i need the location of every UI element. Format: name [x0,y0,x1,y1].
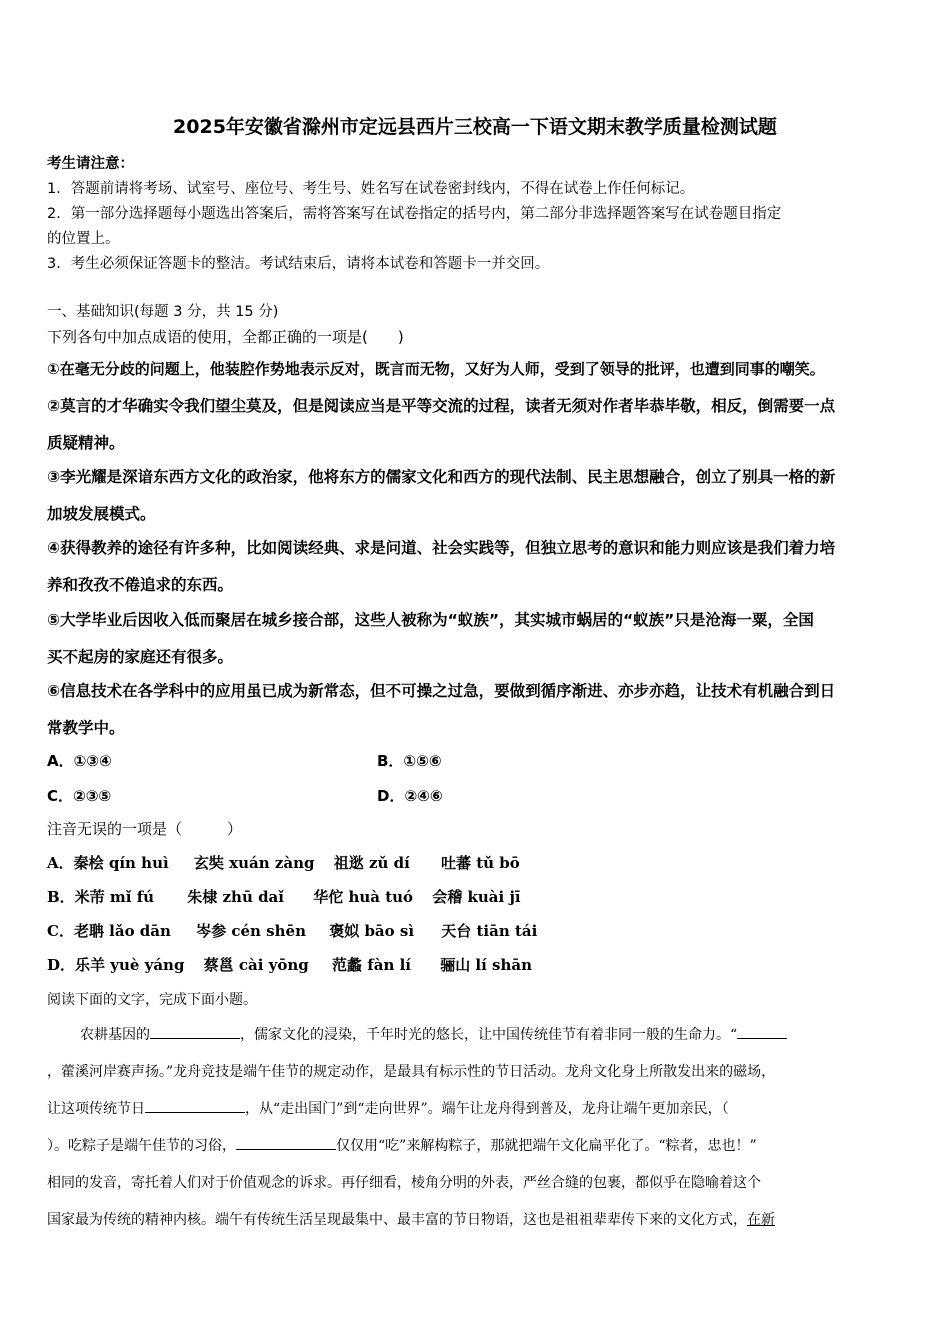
q2-a-item-3: 祖逖 zǔ dí [333,854,410,872]
passage-text: ）。吃粽子是端午佳节的习俗， [47,1138,236,1154]
notice-heading: 考生请注意： [47,156,134,172]
notice-item-2-cont: 的位置上。 [47,231,120,247]
q2-a-item-1: A．秦桧 qín huì [47,854,169,872]
passage-text: 仅仅用“吃”来解构粽子，那就把端午文化扁平化了。“粽者，忠也！” [336,1138,757,1154]
q1-line-3: 质疑精神。 [47,434,125,452]
reading-intro: 阅读下面的文字，完成下面小题。 [47,992,257,1008]
page-title: 2025年安徽省滁州市定远县西片三校高一下语文期末教学质量检测试题 [173,116,777,138]
q1-line-8: ⑤大学毕业后因收入低而聚居在城乡接合部，这些人被称为“蚁族”，其实城市蜗居的“蚁族”只是沧海一粟，全国 [47,611,814,629]
underlined-text: 在新 [747,1212,775,1228]
q2-d-item-3: 范蠡 fàn lí [332,956,411,974]
q2-option-b[interactable] [47,886,521,907]
q2-a-item-4: 吐蕃 tǔ bō [441,854,520,872]
q2-b-item-3: 华佗 huà tuó [313,888,414,906]
passage-line-1 [80,1024,787,1044]
q2-d-item-1: D．乐羊 yuè yáng [47,956,185,974]
notice-item-2: 2．第一部分选择题每小题选出答案后，需将答案写在试卷指定的括号内，第二部分非选择题答案写在试卷题目指定 [47,206,782,222]
blank-4[interactable] [236,1135,336,1150]
q1-option-b[interactable]: B．①⑤⑥ [377,752,442,770]
q1-option-a[interactable]: A．①③④ [47,752,112,770]
passage-line-2 [47,1061,775,1081]
q2-option-a[interactable] [47,852,520,873]
notice-item-1: 1．答题前请将考场、试室号、座位号、考生号、姓名写在试卷密封线内，不得在试卷上作任何标记。 [47,181,695,197]
q1-line-11: 常教学中。 [47,719,125,737]
passage-text: 相同的发音，寄托着人们对于价值观念的诉求。再仔细看，棱角分明的外表，严丝合缝的包裹，都似乎在隐喻着这个 [47,1175,761,1191]
passage-text: 国家最为传统的精神内核。端午有传统生活呈现最集中、最丰富的节日物语，这也是祖祖辈辈传下来的文化方式， [47,1212,747,1228]
q1-option-c[interactable]: C．②③⑤ [47,787,112,805]
q1-line-7: 养和孜孜不倦追求的东西。 [47,576,234,594]
blank-1[interactable] [150,1024,240,1039]
passage-line-4 [47,1135,757,1155]
q1-option-d[interactable]: D．②④⑥ [377,787,443,805]
q2-b-item-4: 会稽 kuài jī [432,888,521,906]
q1-line-4: ③李光耀是深谙东西方文化的政治家，他将东方的儒家文化和西方的现代法制、民主思想融合，创立了别具一格的新 [47,468,836,486]
q1-line-2: ②莫言的才华确实令我们望尘莫及，但是阅读应当是平等交流的过程，读者无须对作者毕恭毕敬，相反，倒需要一点 [47,397,836,415]
q2-c-item-2: 岑参 cén shēn [196,922,306,940]
q2-d-item-4: 骊山 lí shān [440,956,533,974]
q1-line-6: ④获得教养的途径有许多种，比如阅读经典、求是问道、社会实践等，但独立思考的意识和能力则应该是我们着力培 [47,539,836,557]
section-heading: 一、基础知识(每题 3 分，共 15 分) [47,304,279,320]
q2-b-item-2: 朱棣 zhū daǐ [187,888,284,906]
q2-stem: 注音无误的一项是（ ） [47,820,243,838]
passage-line-6 [47,1209,775,1229]
q1-stem: 下列各句中加点成语的使用，全都正确的一项是( ) [47,328,404,346]
q1-line-5: 加坡发展模式。 [47,505,156,523]
q2-c-item-4: 天台 tiān tái [441,922,538,940]
passage-text: ，从“走出国门”到“走向世界”。端午让龙舟得到普及，龙舟让端午更加亲民，（ [245,1101,729,1117]
q2-d-item-2: 蔡邕 cài yōng [203,956,309,974]
q2-c-item-1: C．老聃 lǎo dān [47,922,171,940]
blank-3[interactable] [145,1098,245,1113]
passage-text: 农耕基因的 [80,1027,150,1043]
passage-text: 让这项传统节日 [47,1101,145,1117]
notice-item-3: 3．考生必须保证答题卡的整洁。考试结束后，请将本试卷和答题卡一并交回。 [47,256,550,272]
q2-a-item-2: 玄奘 xuán zàng [193,854,315,872]
q2-option-d[interactable] [47,954,532,975]
q1-line-1: ①在毫无分歧的问题上，他装腔作势地表示反对，既言而无物，又好为人师，受到了领导的批评，也遭到同事的嘲笑。 [47,360,825,378]
passage-line-3 [47,1098,729,1118]
q2-option-c[interactable] [47,920,537,941]
q1-line-9: 买不起房的家庭还有很多。 [47,648,234,666]
q1-line-10: ⑥信息技术在各学科中的应用虽已成为新常态，但不可操之过急，要做到循序渐进、亦步亦趋，让技术有机融合到日 [47,682,836,700]
blank-2[interactable] [737,1024,787,1039]
passage-text: ，儒家文化的浸染，千年时光的悠长，让中国传统佳节有着非同一般的生命力。“ [240,1027,738,1043]
q2-b-item-1: B．米芾 mǐ fú [47,888,155,906]
q2-c-item-3: 褒姒 bāo sì [329,922,415,940]
passage-line-5 [47,1172,761,1192]
passage-text: ，藿溪河岸赛声扬。”龙舟竞技是端午佳节的规定动作，是最具有标示性的节日活动。龙舟文化身上所散发出来的磁场， [47,1064,776,1080]
